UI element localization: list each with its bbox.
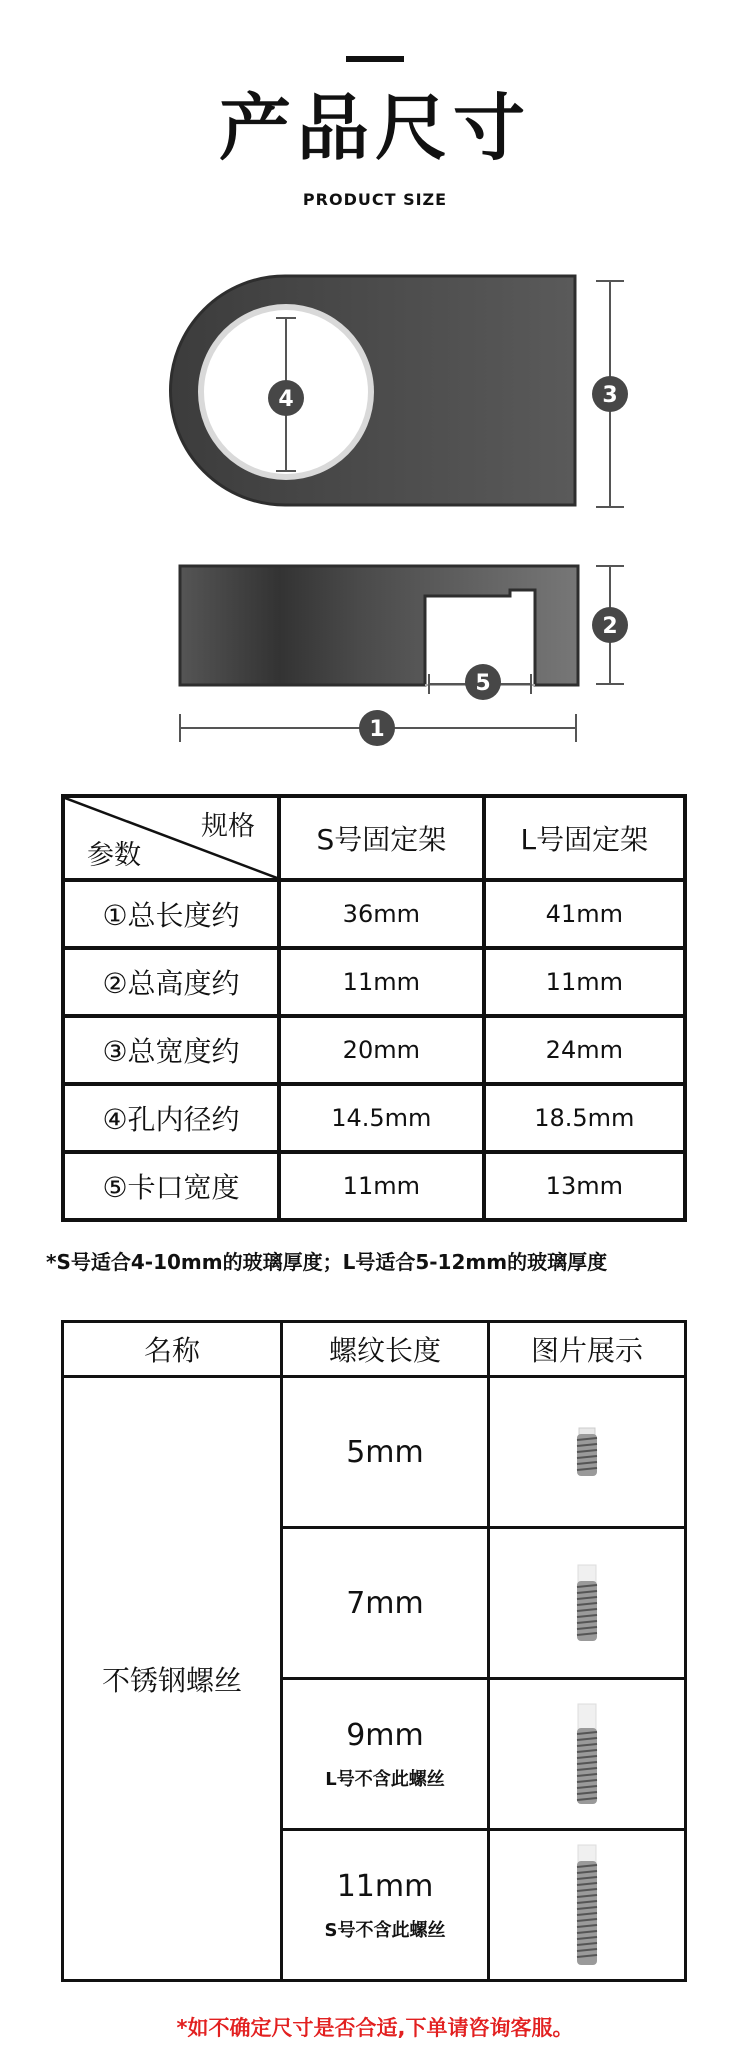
- spec-row: [63, 1016, 685, 1084]
- screw-image-cell: [489, 1830, 686, 1981]
- spec-header-row: [63, 796, 685, 880]
- screw-11mm-image: [567, 1841, 607, 1969]
- svg-text:4: 4: [278, 387, 294, 412]
- dim-label-2: [592, 607, 628, 643]
- screw-9mm-image: [567, 1700, 607, 1808]
- l-value: 41mm: [484, 880, 685, 948]
- corner-bottom-label: 参数: [87, 840, 141, 871]
- corner-top-label: 规格: [201, 811, 255, 842]
- row-label: ⑤卡口宽度: [63, 1152, 279, 1220]
- l-value: 24mm: [484, 1016, 685, 1084]
- spec-row: [63, 1084, 685, 1152]
- length-value: 7mm: [346, 1585, 424, 1621]
- spec-table: [61, 794, 687, 1222]
- spec-corner-cell: [63, 796, 279, 880]
- length-cell: [282, 1528, 489, 1679]
- page-subtitle: PRODUCT SIZE: [302, 190, 448, 209]
- page-title: 产品尺寸: [218, 86, 531, 170]
- dim-label-5: [465, 664, 501, 700]
- svg-text:1: 1: [369, 717, 385, 742]
- screw-image-cell: [489, 1679, 686, 1830]
- screw-row: [63, 1377, 686, 1528]
- dimension-diagram: [0, 250, 750, 760]
- side-view: [180, 566, 624, 742]
- screw-7mm-image: [567, 1561, 607, 1645]
- l-value: 11mm: [484, 948, 685, 1016]
- svg-text:2: 2: [602, 614, 618, 639]
- s-value: 14.5mm: [279, 1084, 484, 1152]
- s-value: 11mm: [279, 948, 484, 1016]
- glass-thickness-note: *S号适合4-10mm的玻璃厚度；L号适合5-12mm的玻璃厚度: [46, 1250, 608, 1274]
- dim-label-3: [592, 376, 628, 412]
- spec-row: [63, 1152, 685, 1220]
- header-name: 名称: [63, 1322, 282, 1377]
- s-value: 11mm: [279, 1152, 484, 1220]
- l-value: 18.5mm: [484, 1084, 685, 1152]
- l-value: 13mm: [484, 1152, 685, 1220]
- screw-5mm-image: [567, 1424, 607, 1480]
- svg-text:3: 3: [602, 383, 618, 408]
- row-label: ④孔内径约: [63, 1084, 279, 1152]
- svg-text:5: 5: [475, 671, 491, 696]
- header-image: 图片展示: [489, 1322, 686, 1377]
- length-value: 9mm: [346, 1717, 424, 1753]
- row-label: ③总宽度约: [63, 1016, 279, 1084]
- footer-note: *如不确定尺寸是否合适,下单请咨询客服。: [176, 2016, 574, 2040]
- screw-name: 不锈钢螺丝: [63, 1377, 282, 1981]
- dim-label-4: [268, 380, 304, 416]
- col-header-l: L号固定架: [484, 796, 685, 880]
- screw-image-cell: [489, 1377, 686, 1528]
- top-view: [171, 276, 625, 507]
- length-cell: [282, 1377, 489, 1528]
- screw-table: [61, 1320, 687, 1982]
- spec-row: [63, 948, 685, 1016]
- row-label: ①总长度约: [63, 880, 279, 948]
- s-value: 20mm: [279, 1016, 484, 1084]
- s-value: 36mm: [279, 880, 484, 948]
- exclusion-note: S号不含此螺丝: [324, 1919, 446, 1941]
- length-value: 11mm: [336, 1868, 434, 1904]
- length-cell: [282, 1679, 489, 1830]
- screw-image-cell: [489, 1528, 686, 1679]
- dim-label-1: [359, 710, 395, 746]
- col-header-s: S号固定架: [279, 796, 484, 880]
- length-value: 5mm: [346, 1434, 424, 1470]
- length-cell: [282, 1830, 489, 1981]
- row-label: ②总高度约: [63, 948, 279, 1016]
- screw-header-row: [63, 1322, 686, 1377]
- header-length: 螺纹长度: [282, 1322, 489, 1377]
- exclusion-note: L号不含此螺丝: [325, 1768, 445, 1790]
- title-dash: [346, 56, 404, 62]
- spec-row: [63, 880, 685, 948]
